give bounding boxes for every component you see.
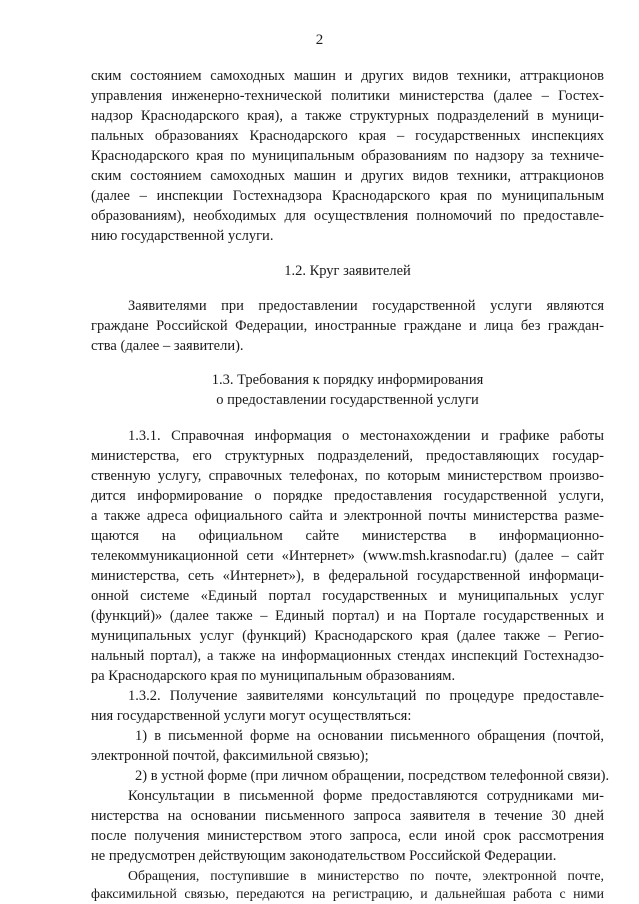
paragraph-line: управления инженерно-технической политики министерства (далее – Гостех- — [91, 88, 604, 104]
paragraph-line: Краснодарского края по муниципальным образованиям по надзору за техниче- — [91, 148, 604, 164]
paragraph-line: ния государственной услуги могут осуществляться: — [91, 708, 412, 724]
paragraph-line: онной системе «Единый портал государственных и муниципальных услуг — [91, 588, 604, 604]
paragraph-line: ским состоянием самоходных машин и других видов техники, аттракционов — [91, 68, 604, 84]
paragraph-line: нию государственной услуги. — [91, 228, 274, 244]
paragraph-line: 1.3.2. Получение заявителями консультаций по процедуре предоставле- — [128, 688, 604, 704]
paragraph-line: Заявителями при предоставлении государственной услуги являются — [128, 298, 604, 314]
paragraph-line: надзор Краснодарского края), а также структурных подразделений в муници- — [91, 108, 604, 124]
paragraph-line: нальный портал), а также на информационных стендах инспекций Гостехнадзо- — [91, 648, 604, 664]
paragraph-line: Консультации в письменной форме предоставляются сотрудниками ми- — [128, 788, 604, 804]
paragraph-line: граждане Российской Федерации, иностранные граждане и лица без граждан- — [91, 318, 604, 334]
paragraph-line: образованиям), необходимых для осуществления полномочий по предоставле- — [91, 208, 604, 224]
paragraph-line: муниципальных услуг (функций) Краснодарского края (далее также – Регио- — [91, 628, 604, 644]
list-item: 1) в письменной форме на основании письменного обращения (почтой, — [135, 728, 604, 744]
paragraph-line: (далее – инспекции Гостехнадзора Краснодарского края по муниципальным — [91, 188, 604, 204]
paragraph-line: нистерства на основании письменного запроса заявителя в течение 30 дней — [91, 808, 604, 824]
page-number: 2 — [315, 32, 324, 48]
section-heading: 1.3. Требования к порядку информирования — [211, 372, 484, 388]
paragraph-line: факсимильной связью, передаются на регистрацию, и дальнейшая работа с ними — [91, 886, 604, 901]
paragraph-line: Обращения, поступившие в министерство по почте, электронной почте, — [128, 868, 604, 883]
paragraph-line: ства (далее – заявители). — [91, 338, 244, 354]
paragraph-line: дится информирование о порядке предоставления государственной услуги, — [91, 488, 604, 504]
paragraph-line: не предусмотрен действующим законодательством Российской Федерации. — [91, 848, 557, 864]
paragraph-line: 1.3.1. Справочная информация о местонахождении и графике работы — [128, 428, 604, 444]
paragraph-line: телекоммуникационной сети «Интернет» (www.msh.krasnodar.ru) (далее – сайт — [91, 548, 604, 564]
paragraph-line: после получения министерством этого запроса, если иной срок рассмотрения — [91, 828, 604, 844]
list-item: 2) в устной форме (при личном обращении, посредством телефонной связи). — [135, 768, 610, 784]
section-heading: о предоставлении государственной услуги — [216, 392, 479, 408]
paragraph-line: а также адреса официального сайта и электронной почты министерства разме- — [91, 508, 604, 524]
paragraph-line: электронной почтой, факсимильной связью); — [91, 748, 369, 764]
paragraph-line: министерства, его структурных подразделений, предоставляющих государ- — [91, 448, 604, 464]
paragraph-line: пальных образованиях Краснодарского края – государственных инспекциях — [91, 128, 604, 144]
paragraph-line: министерства, сеть «Интернет»), в федеральной государственной информаци- — [91, 568, 604, 584]
paragraph-line: щаются на официальном сайте министерства в информационно- — [91, 528, 604, 544]
paragraph-line: ским состоянием самоходных машин и других видов техники, аттракционов — [91, 168, 604, 184]
paragraph-line: (функций)» (далее также – Единый портал) и на Портале государственных и — [91, 608, 604, 624]
paragraph-line: ра Краснодарского края по муниципальным образованиям. — [91, 668, 456, 684]
section-heading: 1.2. Круг заявителей — [284, 263, 411, 279]
paragraph-line: ственную услугу, справочных телефонах, по которым министерством произво- — [91, 468, 604, 484]
